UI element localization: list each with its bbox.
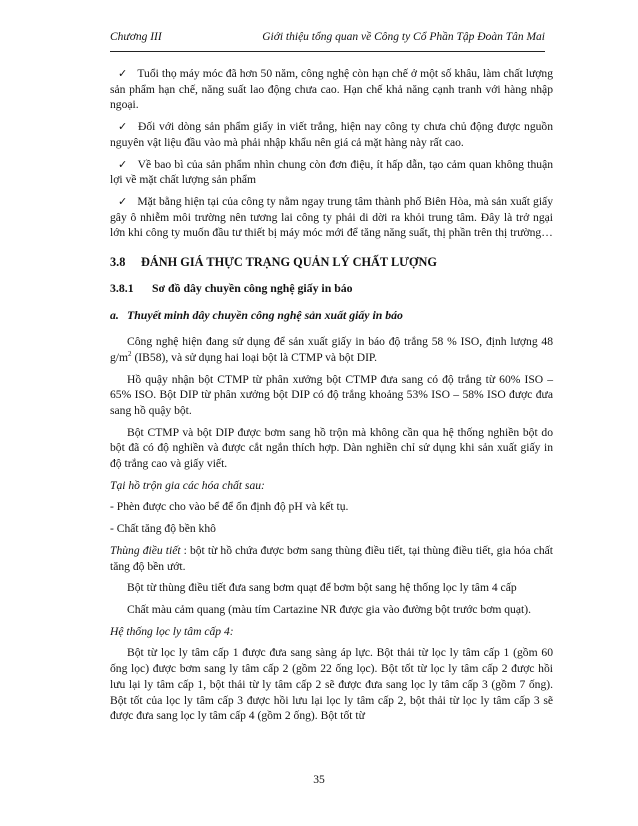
subsection-title: Sơ đồ dây chuyền công nghệ giấy in báo bbox=[152, 280, 353, 295]
tank-label: Thùng điều tiết bbox=[110, 543, 181, 557]
subsection-number: 3.8.1 bbox=[110, 280, 134, 295]
paragraph-dye: Chất màu cảm quang (màu tím Cartazine NR được gia vào đường bột trước bơm quạt). bbox=[127, 602, 531, 616]
filter-heading: Hệ thống lọc ly tâm cấp 4: bbox=[110, 624, 234, 638]
header-title: Giới thiệu tổng quan về Công ty Cổ Phần Tập Đoàn Tân Mai bbox=[262, 31, 545, 43]
paragraph-blend: Bột CTMP và bột DIP được bơm sang hồ trộn mà không cần qua hệ thống nghiền bột do bột đã có độ nghiền và được cắt ngắn thích hợp. Dàn nghiền chỉ sử dụng khi sản xuất giấy in độ trắng cao và giấy viết. bbox=[110, 425, 553, 471]
tank-text: : bột từ hồ chứa được bơm sang thùng điều tiết, tại thùng điều tiết, gia hóa chất tăng độ bền ướt. bbox=[110, 543, 553, 573]
checkmark-icon: ✓ bbox=[118, 67, 128, 80]
section-number: 3.8 bbox=[110, 255, 126, 270]
paragraph-tank bbox=[110, 543, 553, 574]
chemical-item: - Chất tăng độ bền khô bbox=[110, 522, 216, 536]
running-header bbox=[110, 31, 545, 47]
paragraph-filter-system: Bột từ lọc ly tâm cấp 1 được đưa sang sàng áp lực. Bột thải từ lọc ly tâm cấp 1 (gồm 60 ống lọc) được bơm sang ly tâm cấp 2 (gồm 22 ống lọc). Bột tốt từ lọc ly tâm cấp 2 được hồi lưu lại ly tâm cấp 1, bột thải từ ly tâm cấp 2 sẽ được đưa sang lọc ly tâm cấp 3 (gồm 7 ống). Bột tốt của lọc ly tâm cấp 3 được hồi lưu lại lọc ly tâm cấp 2, bột thải từ lọc ly tâm cấp 3 sẽ được đưa sang lọc ly tâm cấp 4 (gồm 2 ống). Bột tốt từ bbox=[110, 646, 553, 723]
bullet-item bbox=[110, 194, 553, 241]
checkmark-icon: ✓ bbox=[118, 120, 128, 134]
subsubsection-title: Thuyết minh dây chuyền công nghệ sản xuất giấy in báo bbox=[127, 308, 403, 323]
subsection-heading bbox=[110, 281, 553, 297]
bullet-text: Tuổi thọ máy móc đã hơn 50 năm, công nghệ còn hạn chế ở một số khâu, làm chất lượng sản phẩm hạn chế, năng suất lao động chưa cao. Hạn chế khả năng cạnh tranh với hàng nhập ngoại. bbox=[110, 67, 553, 112]
bullet-text: Về bao bì của sản phẩm nhìn chung còn đơn điệu, ít hấp dẫn, tạo cảm quan không thuận lợi về mặt chất lượng sản phẩm bbox=[110, 157, 554, 187]
paragraph-technology bbox=[110, 334, 553, 365]
header-divider bbox=[110, 51, 545, 52]
bullet-text: Đối với dòng sản phẩm giấy in viết trắng, hiện nay công ty chưa chủ động được nguồn nguyên vật liệu đầu vào mà phải nhập khẩu nên giá cả mặt hàng này rất cao. bbox=[110, 120, 554, 149]
superscript: 2 bbox=[128, 349, 132, 358]
bullet-item bbox=[110, 119, 553, 150]
paragraph-mixing-chest: Hồ quậy nhận bột CTMP từ phân xưởng bột CTMP đưa sang có độ trắng từ 60% ISO – 65% ISO. Bột DIP từ phân xưởng bột DIP có độ trắng khoảng 53% ISO – 58% ISO được đưa sang hồ quậy bột. bbox=[110, 372, 553, 417]
bullet-item bbox=[110, 66, 553, 113]
header-chapter: Chương III bbox=[110, 31, 162, 43]
checkmark-icon: ✓ bbox=[118, 157, 128, 171]
paragraph-text: Công nghệ hiện đang sử dụng để sản xuất giấy in báo độ trắng 58 % ISO, định lượng 48 g/m bbox=[110, 335, 553, 364]
paragraph-text: (IB58), và sử dụng hai loại bột là CTMP và bột DIP. bbox=[131, 350, 377, 364]
bullet-text: Mặt bằng hiện tại của công ty nằm ngay trung tâm thành phố Biên Hòa, mà sản xuất giấy gây ô nhiễm môi trường nên tương lai công ty phải di dời ra khỏi trung tâm. Đây là trở ngại lớn khi công ty muốn đầu tư thiết bị máy móc mới để tăng năng suất, thị phần trên thị trường… bbox=[110, 194, 553, 240]
subsubsection-heading bbox=[110, 308, 553, 324]
checkmark-icon: ✓ bbox=[118, 194, 128, 208]
page-body bbox=[110, 66, 553, 730]
section-heading bbox=[110, 255, 553, 271]
chemicals-heading: Tại hồ trộn gia các hóa chất sau: bbox=[110, 478, 265, 492]
bullet-item bbox=[110, 157, 553, 188]
section-title: ĐÁNH GIÁ THỰC TRẠNG QUẢN LÝ CHẤT LƯỢNG bbox=[141, 255, 437, 270]
paragraph-fan-pump: Bột từ thùng điều tiết đưa sang bơm quạt để bơm bột sang hệ thống lọc ly tâm 4 cấp bbox=[127, 581, 517, 595]
chemical-item: - Phèn được cho vào bể để ổn định độ pH và kết tụ. bbox=[110, 500, 349, 514]
subsubsection-number: a. bbox=[110, 308, 119, 323]
page-number: 35 bbox=[313, 773, 325, 786]
